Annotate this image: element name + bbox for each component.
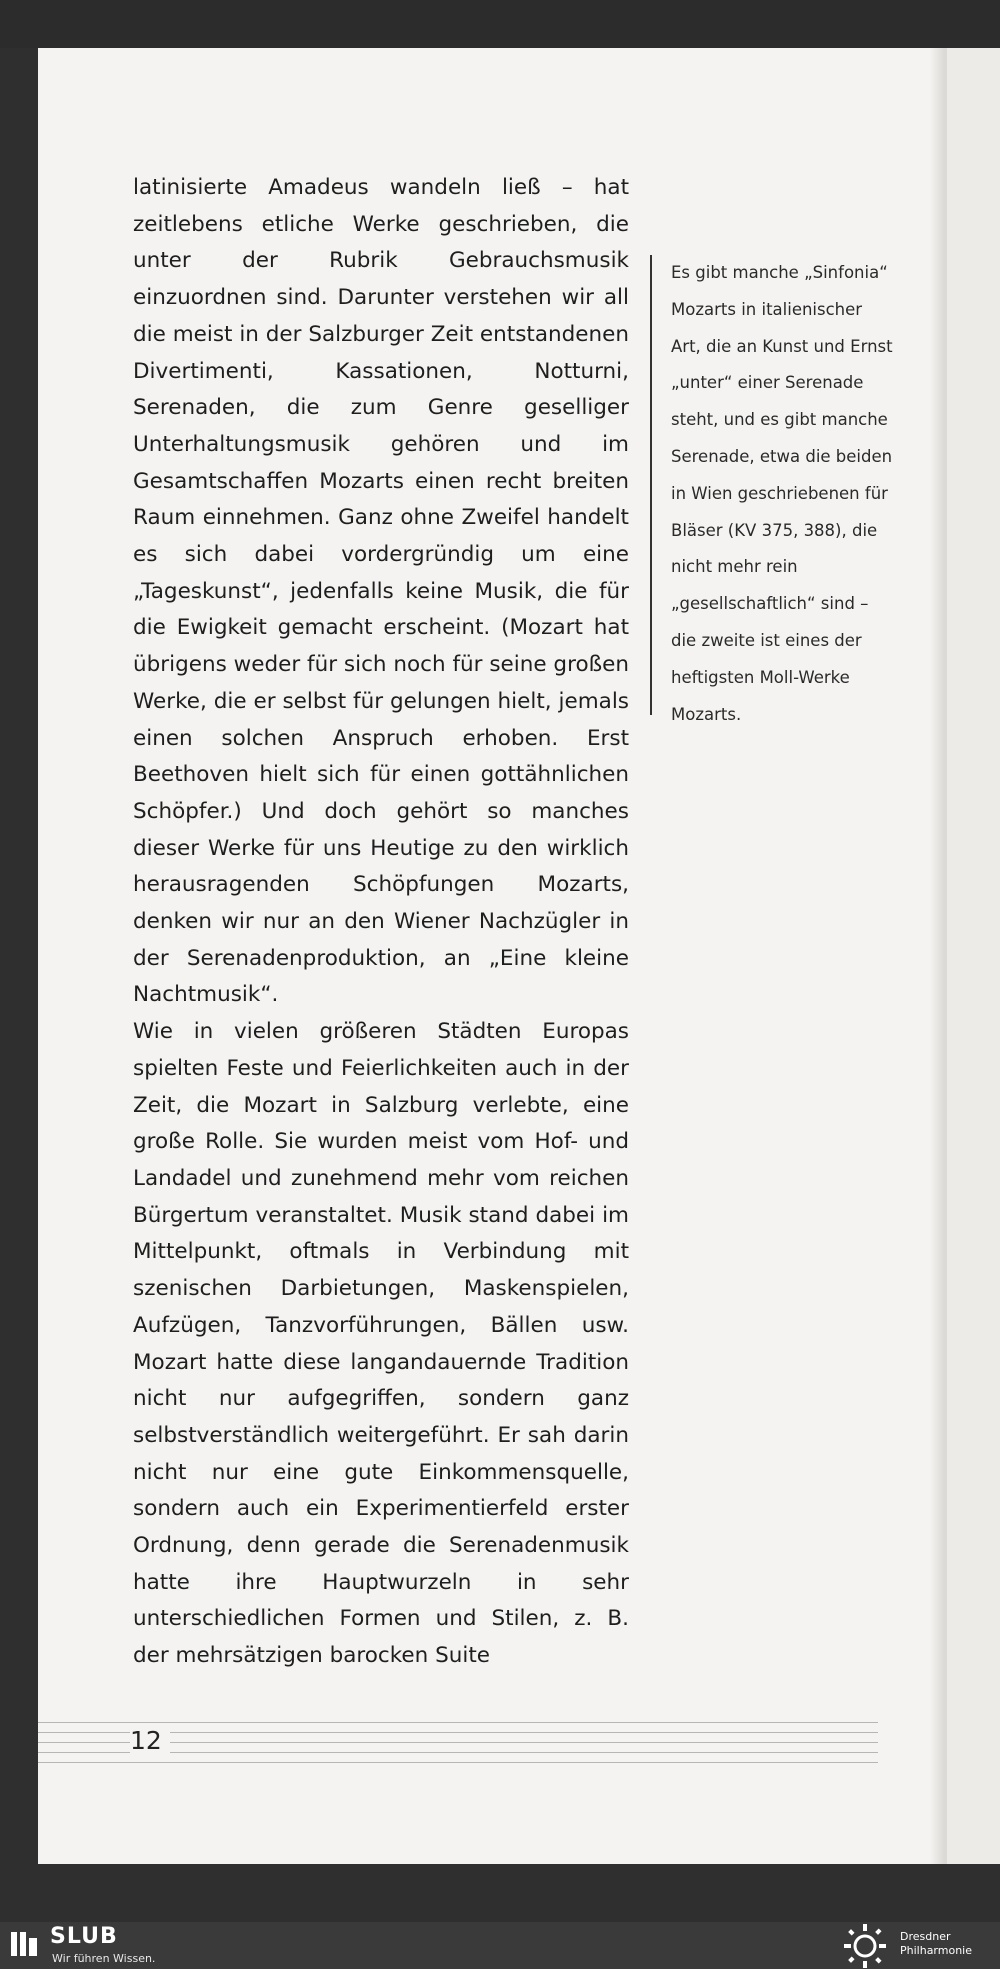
page-number: 12 [130,1726,170,1755]
partner-name [900,1930,972,1958]
partner-line-2: Philharmonie [900,1944,972,1957]
main-text-column [133,170,629,1675]
sidebar-note: Es gibt manche „Sinfonia“ Mozarts in italienischer Art, die an Kunst und Ernst „unter“ einer Serenade steht, und es gibt manche Serenade, etwa die beiden in Wien geschriebenen für Bläser (KV 375, 388), die nicht mehr rein „gesellschaftlich“ sind – die zweite ist eines der heftigsten Moll-Werke Mozarts. [671,263,893,724]
paragraph-feste-salzburg: Wie in vielen größeren Städten Europas spielten Feste und Feierlichkeiten auch in der Zeit, die Mozart in Salzburg verlebte, eine große Rolle. Sie wurden meist vom Hof- und Landadel und zunehmend mehr vom reichen Bürgertum veranstaltet. Musik stand dabei im Mittelpunkt, oftmals in Verbindung mit szenischen Darbietungen, Maskenspielen, Aufzügen, Tanzvorführungen, Bällen usw. Mozart hatte diese langandauernde Tradition nicht nur aufgegriffen, sondern ganz selbstverständlich weitergeführt. Er sah darin nicht nur eine gute Einkommensquelle, sondern auch ein Experimentierfeld erster Ordnung, denn gerade die Serenadenmusik hatte ihre Hauptwurzeln in sehr unterschiedlichen Formen und Stilen, z. B. der mehrsätzigen barocken Suite [133,1019,629,1669]
scan-background-top [0,0,1000,48]
page-fold-shadow [930,48,946,1864]
sidebar-rule [650,255,652,715]
paragraph-gebrauchsmusik: latinisierte Amadeus wandeln ließ – hat zeitlebens etliche Werke geschrieben, die unter der Rubrik Gebrauchsmusik einzuordnen sind. Darunter verstehen wir all die meist in der Salzburger Zeit entstandenen Divertimenti, Kassationen, Notturni, Serenaden, die zum Genre geselliger Unterhaltungsmusik gehören und im Gesamtschaffen Mozarts einen recht breiten Raum einnehmen. Ganz ohne Zweifel handelt es sich dabei vordergründig um eine „Tageskunst“, jedenfalls keine Musik, die für die Ewigkeit gemacht erscheint. (Mozart hat übrigens weder für sich noch für seine großen Werke, die er selbst für gelungen hielt, jemals einen solchen Anspruch erhoben. Erst Beethoven hielt sich für einen gottähnlichen Schöpfer.) Und doch gehört so manches dieser Werke für uns Heutige zu den wirklich herausragenden Schöpfungen Mozarts, denken wir nur an den Wiener Nachzügler in der Serenadenproduktion, an „Eine kleine Nachtmusik“. [133,175,629,1008]
adjacent-page-edge [945,48,1000,1864]
library-name: SLUB [50,1924,118,1949]
footer-bar [0,1922,1000,1969]
slub-logo-icon [8,1928,40,1960]
partner-line-1: Dresdner [900,1930,951,1943]
dresdner-philharmonie-logo-icon [840,1924,890,1968]
library-tagline: Wir führen Wissen. [52,1952,156,1965]
